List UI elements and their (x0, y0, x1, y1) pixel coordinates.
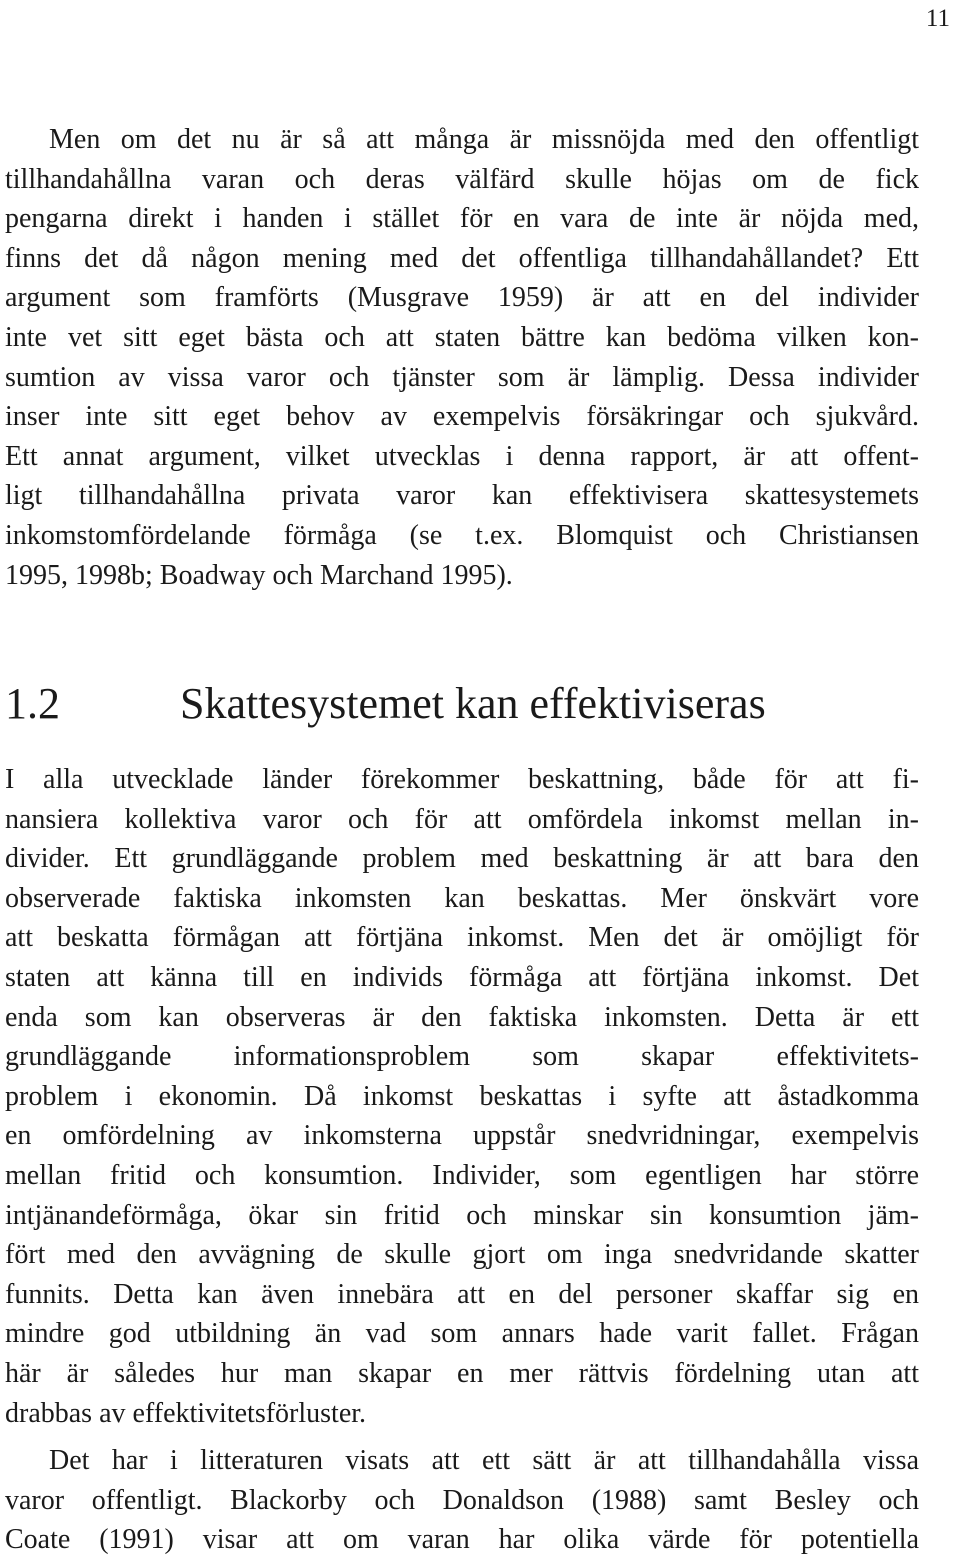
paragraph-line: inser inte sitt eget behov av exempelvis försäkringar och sjukvård. (5, 401, 919, 433)
paragraph-line: mindre god utbildning än vad som annars hade varit fallet. Frågan (5, 1318, 919, 1350)
page-number: 11 (925, 5, 950, 32)
paragraph-line: Men om det nu är så att många är missnöjda med den offentligt (49, 124, 919, 155)
paragraph-line: att beskatta förmågan att förtjäna inkomst. Men det är omöjligt för (5, 922, 919, 954)
section-title: Skattesystemet kan effektiviseras (180, 679, 766, 728)
paragraph-line: funnits. Detta kan även innebära att en del personer skaffar sig en (5, 1278, 919, 1310)
paragraph-line: inte vet sitt eget bästa och att staten bättre kan bedöma vilken kon- (5, 321, 919, 353)
section-number: 1.2 (5, 679, 60, 728)
paragraph-line: divider. Ett grundläggande problem med beskattning är att bara den (5, 843, 919, 875)
paragraph-line: sumtion av vissa varor och tjänster som är lämplig. Dessa individer (5, 361, 919, 393)
paragraph-3 (5, 1441, 919, 1560)
paragraph-line: 1995, 1998b; Boadway och Marchand 1995). (5, 559, 513, 591)
paragraph-line: mellan fritid och konsumtion. Individer, som egentligen har större (5, 1159, 919, 1191)
paragraph-2 (5, 760, 919, 1433)
paragraph-line: staten att känna till en individs förmåga att förtjäna inkomst. Det (5, 961, 919, 993)
paragraph-line: drabbas av effektivitetsförluster. (5, 1397, 367, 1429)
paragraph-line: finns det då någon mening med det offentliga tillhandahållandet? Ett (5, 242, 919, 274)
paragraph-line: nansiera kollektiva varor och för att omfördela inkomst mellan in- (5, 803, 919, 835)
paragraph-line: enda som kan observeras är den faktiska inkomsten. Detta är ett (5, 1001, 919, 1033)
paragraph-line: pengarna direkt i handen i stället för en vara de inte är nöjda med, (5, 203, 919, 235)
paragraph-line: fört med den avvägning de skulle gjort om inga snedvridande skatter (5, 1239, 919, 1271)
paragraph-line: här är således hur man skapar en mer rättvis fördelning utan att (5, 1357, 919, 1389)
paragraph-line: ligt tillhandahållna privata varor kan effektivisera skattesystemets (5, 480, 919, 512)
paragraph-line: varor offentligt. Blackorby och Donaldson (1988) samt Besley och (5, 1484, 919, 1516)
paragraph-line: Ett annat argument, vilket utvecklas i denna rapport, är att offent- (5, 440, 919, 472)
paragraph-line: I alla utvecklade länder förekommer beskattning, både för att fi- (5, 764, 919, 795)
section-heading (5, 676, 766, 732)
paragraph-line: inkomstomfördelande förmåga (se t.ex. Blomquist och Christiansen (5, 519, 919, 551)
paragraph-line: argument som framförts (Musgrave 1959) är att en del individer (5, 282, 919, 314)
paragraph-line: Det har i litteraturen visats att ett sätt är att tillhandahålla vissa (49, 1445, 919, 1476)
paragraph-line: Coate (1991) visar att om varan har olika värde för potentiella (5, 1524, 919, 1556)
paragraph-1 (5, 120, 919, 595)
paragraph-line: problem i ekonomin. Då inkomst beskattas i syfte att åstadkomma (5, 1080, 919, 1112)
paragraph-line: observerade faktiska inkomsten kan beskattas. Mer önskvärt vore (5, 882, 919, 914)
paragraph-line: intjänandeförmåga, ökar sin fritid och minskar sin konsumtion jäm- (5, 1199, 919, 1231)
paragraph-line: tillhandahållna varan och deras välfärd skulle höjas om de fick (5, 163, 919, 195)
paragraph-line: grundläggande informationsproblem som skapar effektivitets- (5, 1041, 919, 1073)
paragraph-line: en omfördelning av inkomsterna uppstår snedvridningar, exempelvis (5, 1120, 919, 1152)
